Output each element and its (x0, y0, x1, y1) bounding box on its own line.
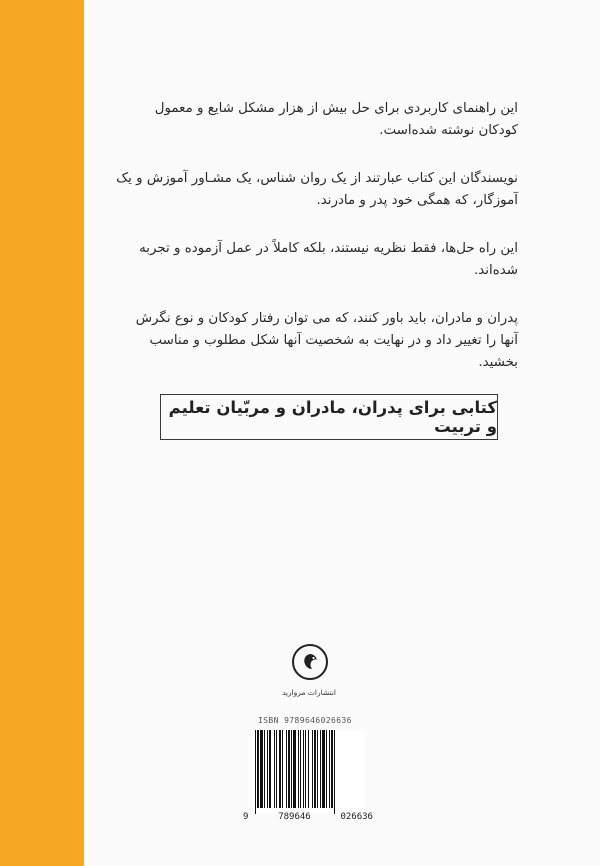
barcode-bar (305, 730, 306, 808)
barcode-bar (300, 730, 301, 808)
tagline-text: کتابی برای پدران، مادران و مربّیان تعلیم و تربیت (168, 398, 497, 436)
description-paragraph-3: این راه حل‌ها، فقط نظریه نیستند، بلکه کاملاً در عمل آزموده و تجربه شده‌اند. (139, 241, 518, 278)
barcode-bar (320, 730, 321, 808)
barcode-bar (303, 730, 304, 808)
barcode-digit-first: 9 (243, 812, 249, 822)
bird-circle-logo-icon (292, 644, 328, 680)
barcode-bar (314, 730, 316, 808)
barcode-bar (291, 730, 292, 808)
barcode-bar (286, 730, 287, 808)
barcode-bar (329, 730, 330, 808)
barcode-bar (308, 730, 309, 808)
barcode-bar (264, 730, 265, 808)
barcode-bar (312, 730, 313, 808)
barcode-bar (276, 730, 277, 808)
barcode-bar (274, 730, 275, 808)
barcode-bar (260, 730, 263, 808)
barcode-digits (243, 812, 373, 822)
isbn-label: ISBN 9789646026636 (258, 716, 352, 725)
barcode-bar (255, 730, 256, 814)
barcode-digits-left: 789646 (278, 812, 311, 822)
tagline-box (160, 394, 498, 440)
barcode-bar (269, 730, 271, 808)
barcode (253, 730, 365, 814)
publisher-name: انتشارات مروارید (281, 688, 337, 697)
barcode-bar (279, 730, 281, 808)
barcode-bar (257, 730, 259, 808)
barcode-digits-right: 026636 (340, 812, 373, 822)
barcode-bar (282, 730, 283, 808)
description-block (116, 98, 518, 400)
barcode-bar (334, 730, 335, 814)
description-paragraph-1: این راهنمای کاربردی برای حل بیش از هزار مشکل شایع و معمول کودکان نوشته شده‌است. (154, 101, 518, 138)
barcode-bar (317, 730, 318, 808)
barcode-bar (288, 730, 290, 808)
barcode-bar (298, 730, 299, 808)
barcode-bar (293, 730, 296, 808)
barcode-bar (326, 730, 327, 808)
description-paragraph-2: نویسندگان این کتاب عبارتند از یک روان شناس، یک مشـاور آموزش و یک آموزگار، که همگی خود پدر و مادرند. (116, 171, 518, 208)
description-paragraph-4: پدران و مادران، باید باور کنند، که می توان رفتار کودکان و نوع نگرش آنها را تغییر داد و در نهایت به شخصیت آنها شکل مطلوب و مناسب بخشید. (135, 311, 518, 370)
book-spine (0, 0, 84, 866)
barcode-bar (331, 730, 333, 808)
barcode-bar (267, 730, 268, 808)
barcode-bar (322, 730, 325, 808)
